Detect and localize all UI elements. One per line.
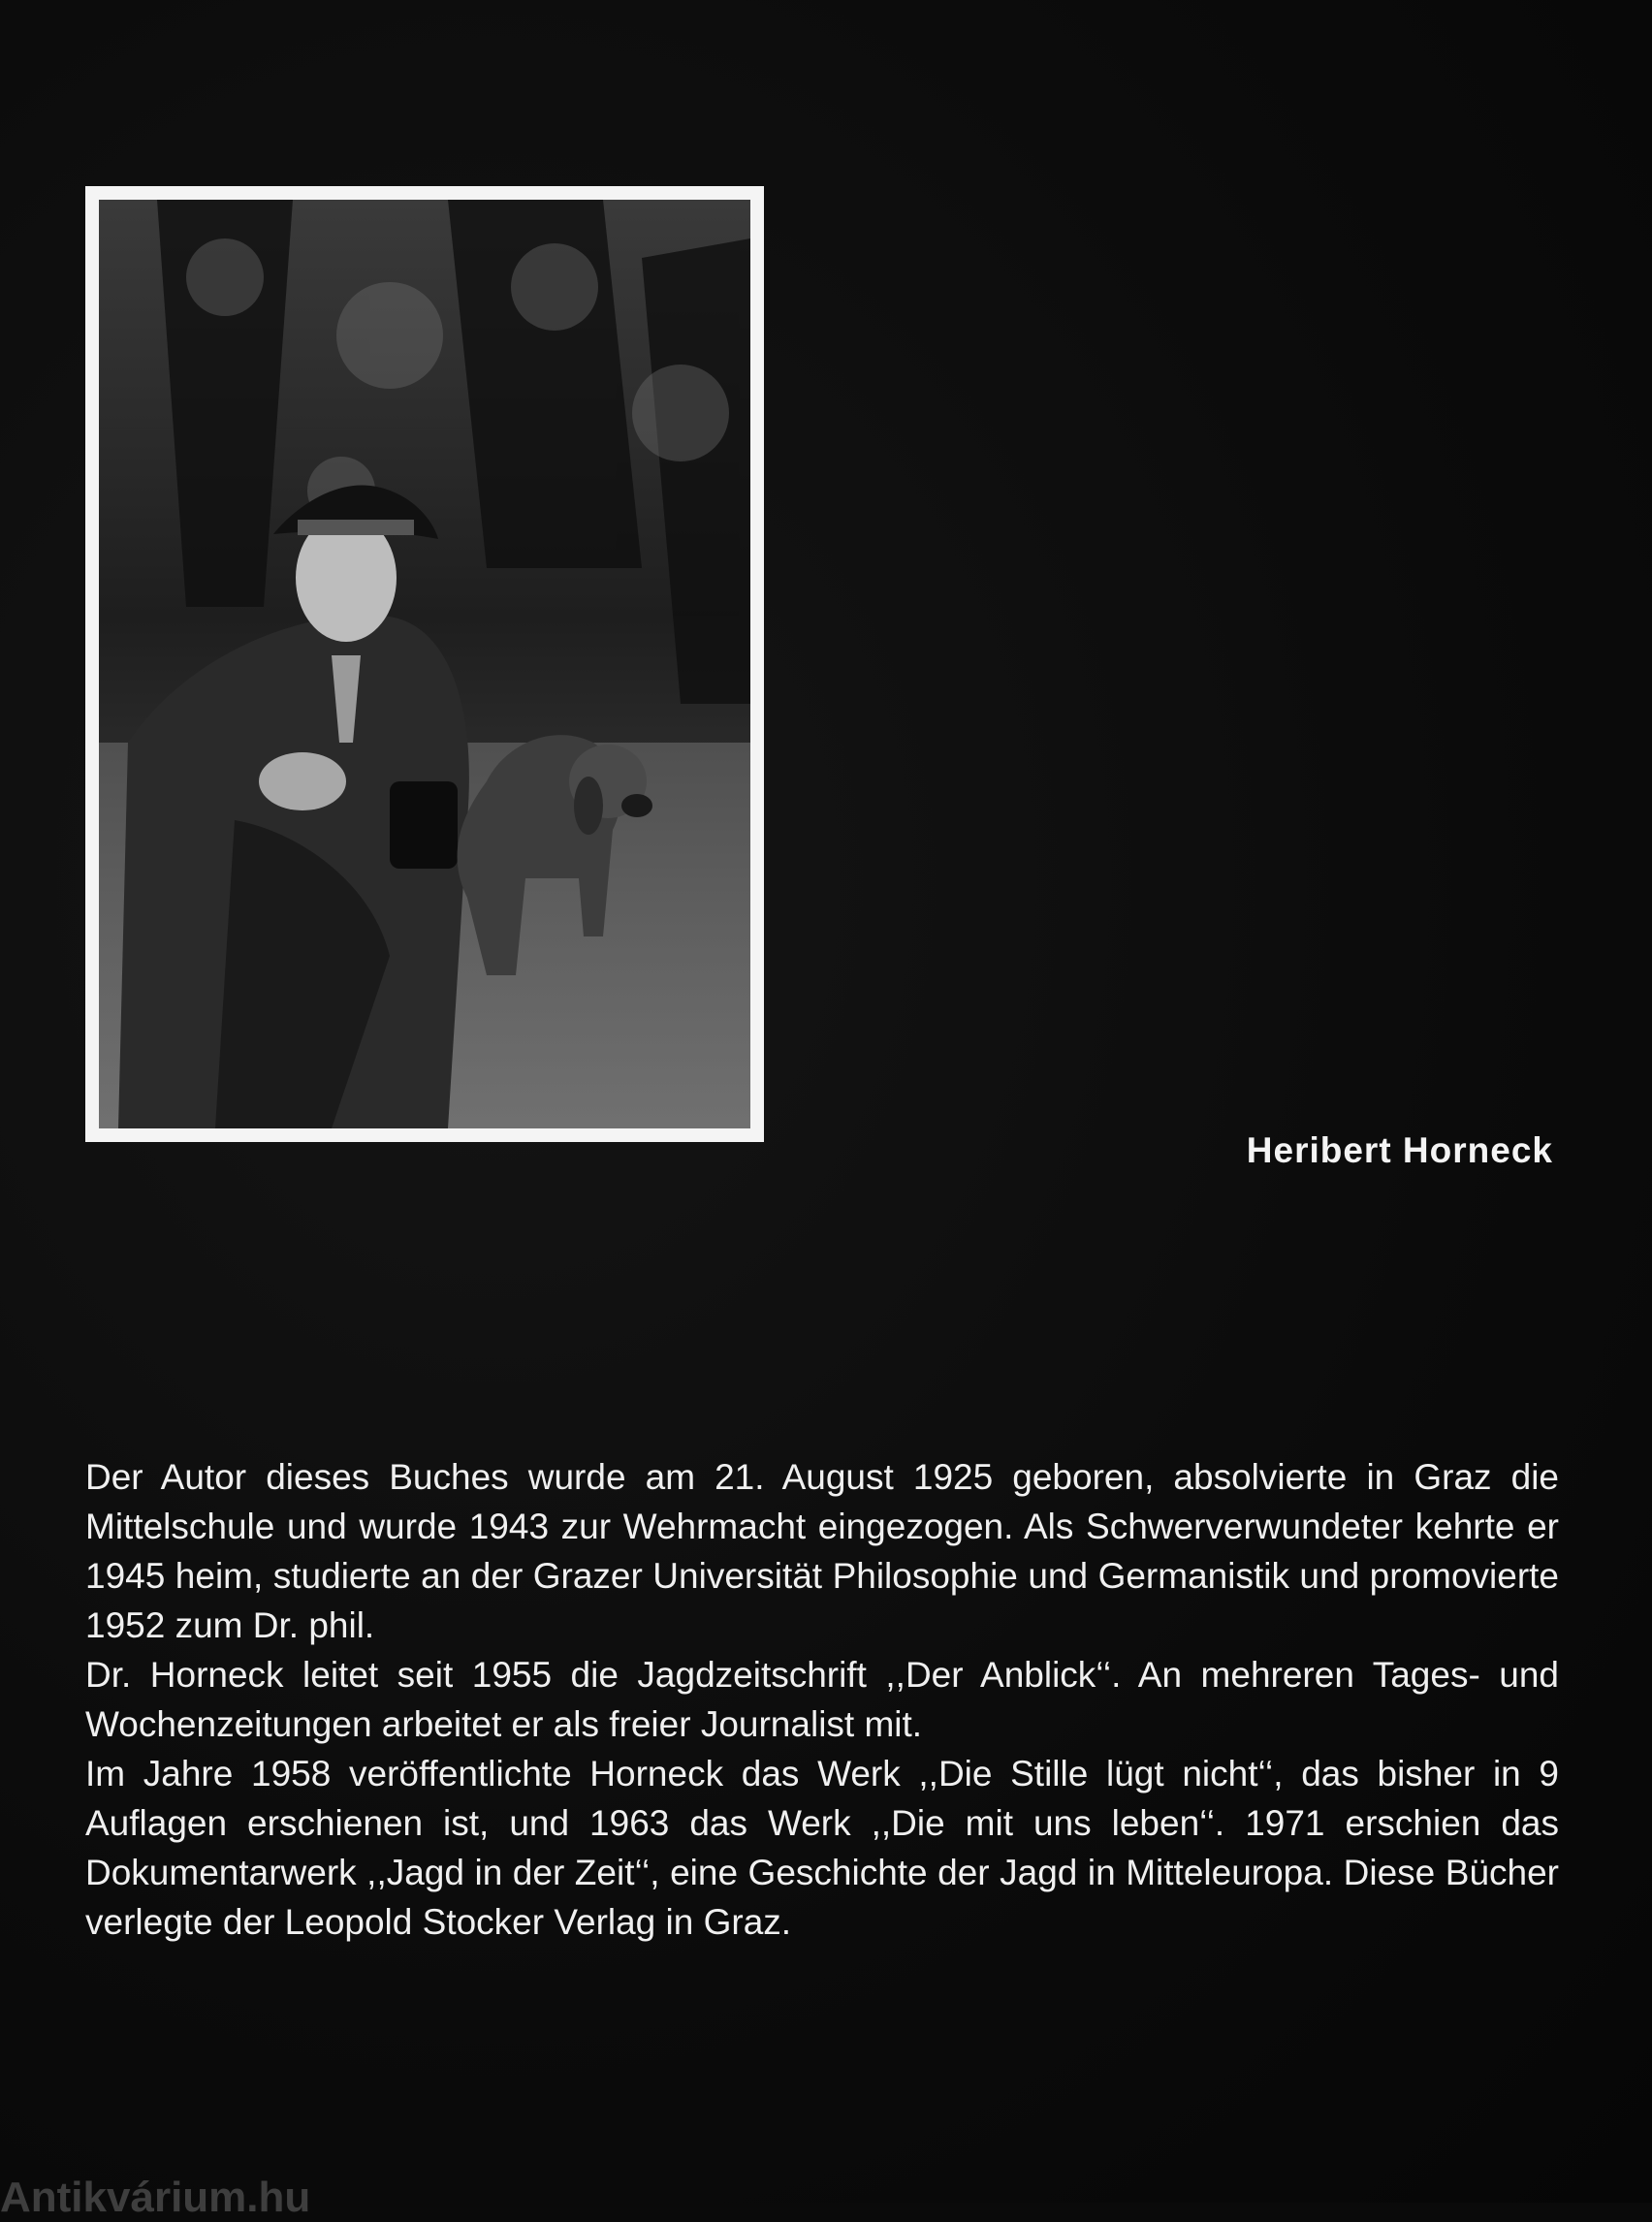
bio-paragraph: Der Autor dieses Buches wurde am 21. August 1925 geboren, absolvierte in Graz die Mittelschule und wurde 1943 zur Wehrmacht eingezogen. Als Schwerverwundeter kehrte er 1945 heim, studierte an der Grazer Universität Philosophie und Germanistik und promovierte 1952 zum Dr. phil. <box>85 1457 1559 1645</box>
watermark: Antikvárium.hu <box>0 2174 311 2221</box>
bio-paragraph: Im Jahre 1958 veröffentlichte Horneck das Werk ,,Die Stille lügt nicht‘‘, das bisher in 9 Auflagen erschienen ist, und 1963 das Werk ,,Die mit uns leben‘‘. 1971 erschien das Dokumentarwerk ,,Jagd in der Zeit‘‘, eine Geschichte der Jagd in Mitteleuropa. Diese Bücher verlegte der Leopold Stocker Verlag in Graz. <box>85 1754 1559 1942</box>
author-photo-frame <box>85 186 764 1142</box>
author-name: Heribert Horneck <box>1246 1130 1553 1170</box>
author-photo <box>99 200 750 1128</box>
bio-paragraph: Dr. Horneck leitet seit 1955 die Jagdzeitschrift ,,Der Anblick‘‘. An mehreren Tages- und Wochenzeitungen arbeitet er als freier Journalist mit. <box>85 1655 1559 1744</box>
author-biography <box>85 1452 1559 1947</box>
